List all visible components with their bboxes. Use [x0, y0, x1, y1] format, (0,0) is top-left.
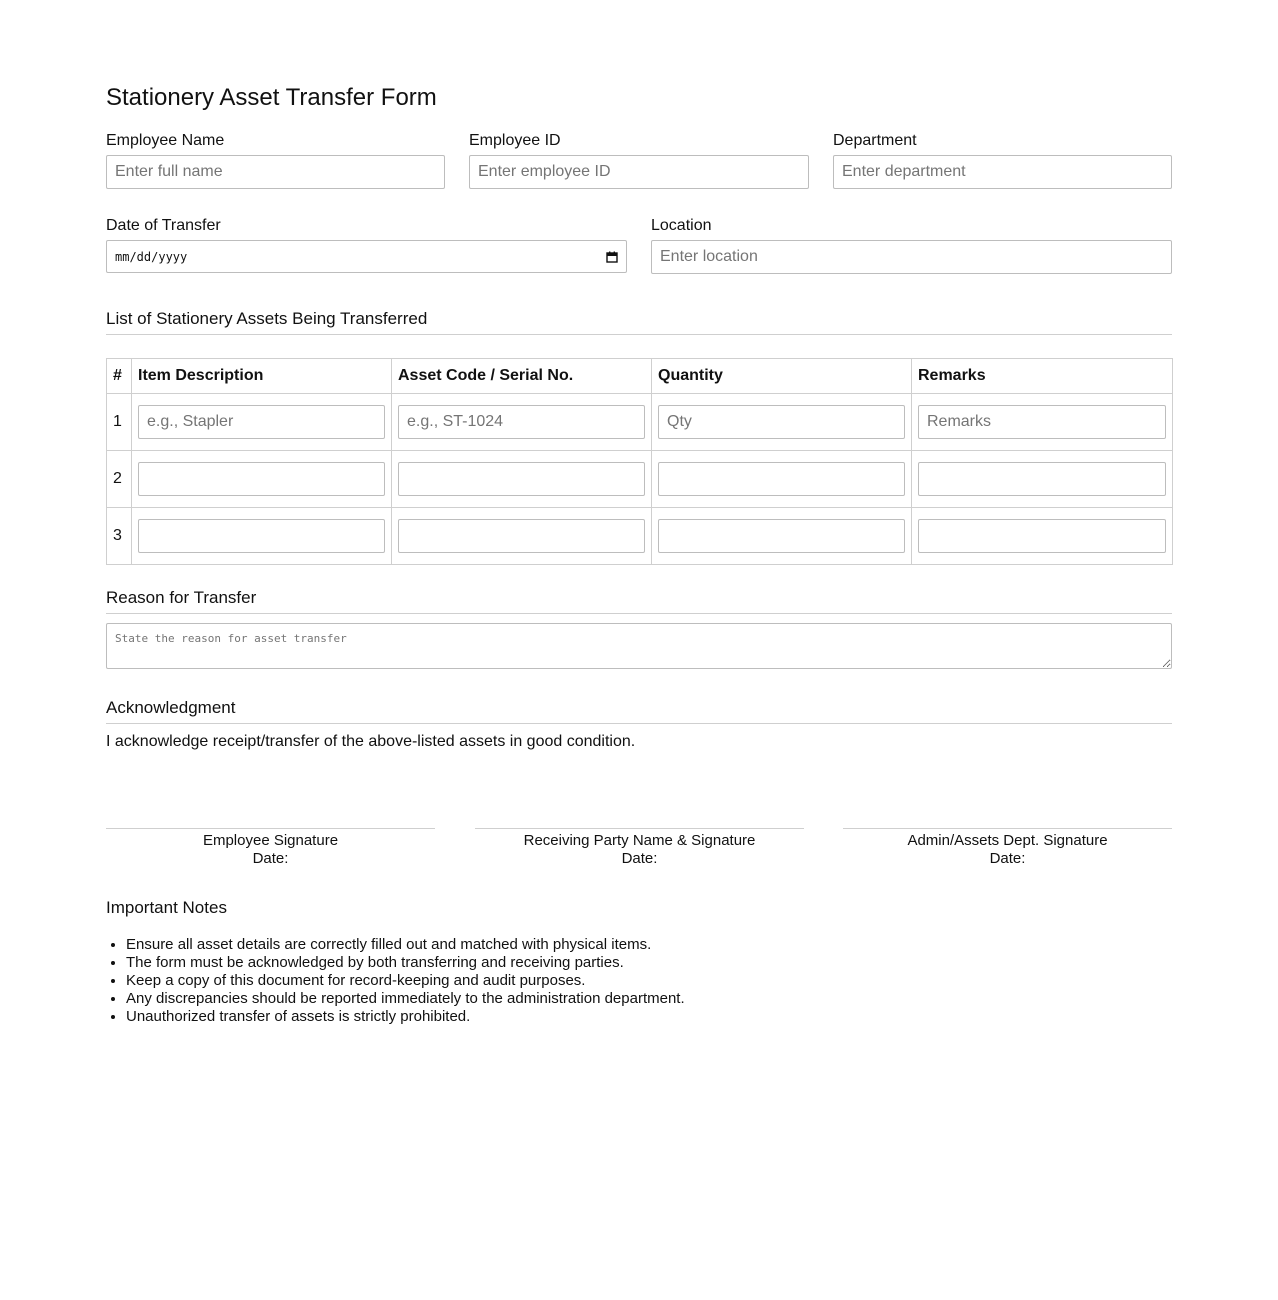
- item-description-input[interactable]: [138, 462, 385, 496]
- column-header-number: #: [107, 359, 132, 394]
- list-item: • Keep a copy of this document for record-keeping and audit purposes.: [126, 972, 685, 990]
- row-number: 2: [107, 451, 132, 508]
- quantity-input[interactable]: [658, 462, 905, 496]
- signature-title: Receiving Party Name & Signature: [523, 832, 756, 849]
- calendar-icon[interactable]: [606, 251, 618, 263]
- date-of-transfer-input[interactable]: [106, 240, 627, 273]
- list-item: • Unauthorized transfer of assets is strictly prohibited.: [126, 1008, 685, 1026]
- location-input[interactable]: [651, 240, 1172, 274]
- employee-id-label: Employee ID: [469, 132, 561, 149]
- notes-heading: Important Notes: [106, 898, 227, 917]
- notes-list: [106, 936, 685, 1026]
- receiving-party-signature-block: [475, 828, 804, 868]
- remarks-input[interactable]: [918, 405, 1166, 439]
- column-header-asset-code: Asset Code / Serial No.: [392, 359, 652, 394]
- employee-id-input[interactable]: [469, 155, 809, 189]
- remarks-input[interactable]: [918, 519, 1166, 553]
- asset-code-input[interactable]: [398, 519, 645, 553]
- employee-signature-block: [106, 828, 435, 868]
- department-group: [833, 132, 1172, 189]
- asset-code-input[interactable]: [398, 462, 645, 496]
- table-row: [107, 451, 1173, 508]
- department-input[interactable]: [833, 155, 1172, 189]
- signature-title: Employee Signature: [202, 832, 339, 849]
- date-of-transfer-group: [106, 217, 627, 273]
- quantity-input[interactable]: [658, 405, 905, 439]
- quantity-input[interactable]: [658, 519, 905, 553]
- signature-date-label: Date:: [989, 850, 1026, 867]
- location-group: [651, 217, 1172, 274]
- column-header-item-description: Item Description: [132, 359, 392, 394]
- reason-section-heading: Reason for Transfer: [106, 588, 1172, 614]
- employee-id-group: [469, 132, 809, 189]
- table-row: [107, 508, 1173, 565]
- column-header-quantity: Quantity: [652, 359, 912, 394]
- item-description-input[interactable]: [138, 519, 385, 553]
- list-item: • The form must be acknowledged by both transferring and receiving parties.: [126, 954, 685, 972]
- signature-date-label: Date:: [621, 850, 658, 867]
- list-item: • Any discrepancies should be reported immediately to the administration department.: [126, 990, 685, 1008]
- item-description-input[interactable]: [138, 405, 385, 439]
- reason-textarea[interactable]: [106, 623, 1172, 669]
- row-number: 3: [107, 508, 132, 565]
- employee-name-label: Employee Name: [106, 132, 225, 149]
- table-header-row: [107, 359, 1173, 394]
- acknowledgment-text: I acknowledge receipt/transfer of the above-listed assets in good condition.: [106, 733, 636, 750]
- acknowledgment-section-heading: Acknowledgment: [106, 698, 1172, 724]
- list-item: • Ensure all asset details are correctly filled out and matched with physical items.: [126, 936, 685, 954]
- table-row: [107, 394, 1173, 451]
- asset-code-input[interactable]: [398, 405, 645, 439]
- page-title: Stationery Asset Transfer Form: [106, 84, 437, 111]
- employee-name-group: [106, 132, 445, 189]
- location-label: Location: [651, 217, 712, 234]
- signature-title: Admin/Assets Dept. Signature: [907, 832, 1108, 849]
- column-header-remarks: Remarks: [912, 359, 1173, 394]
- remarks-input[interactable]: [918, 462, 1166, 496]
- assets-table: [106, 358, 1173, 565]
- admin-signature-block: [843, 828, 1172, 868]
- date-of-transfer-label: Date of Transfer: [106, 217, 221, 234]
- department-label: Department: [833, 132, 917, 149]
- date-value: mm/dd/yyyy: [115, 249, 188, 264]
- employee-name-input[interactable]: [106, 155, 445, 189]
- row-number: 1: [107, 394, 132, 451]
- signature-date-label: Date:: [252, 850, 289, 867]
- assets-section-heading: List of Stationery Assets Being Transferred: [106, 309, 1172, 335]
